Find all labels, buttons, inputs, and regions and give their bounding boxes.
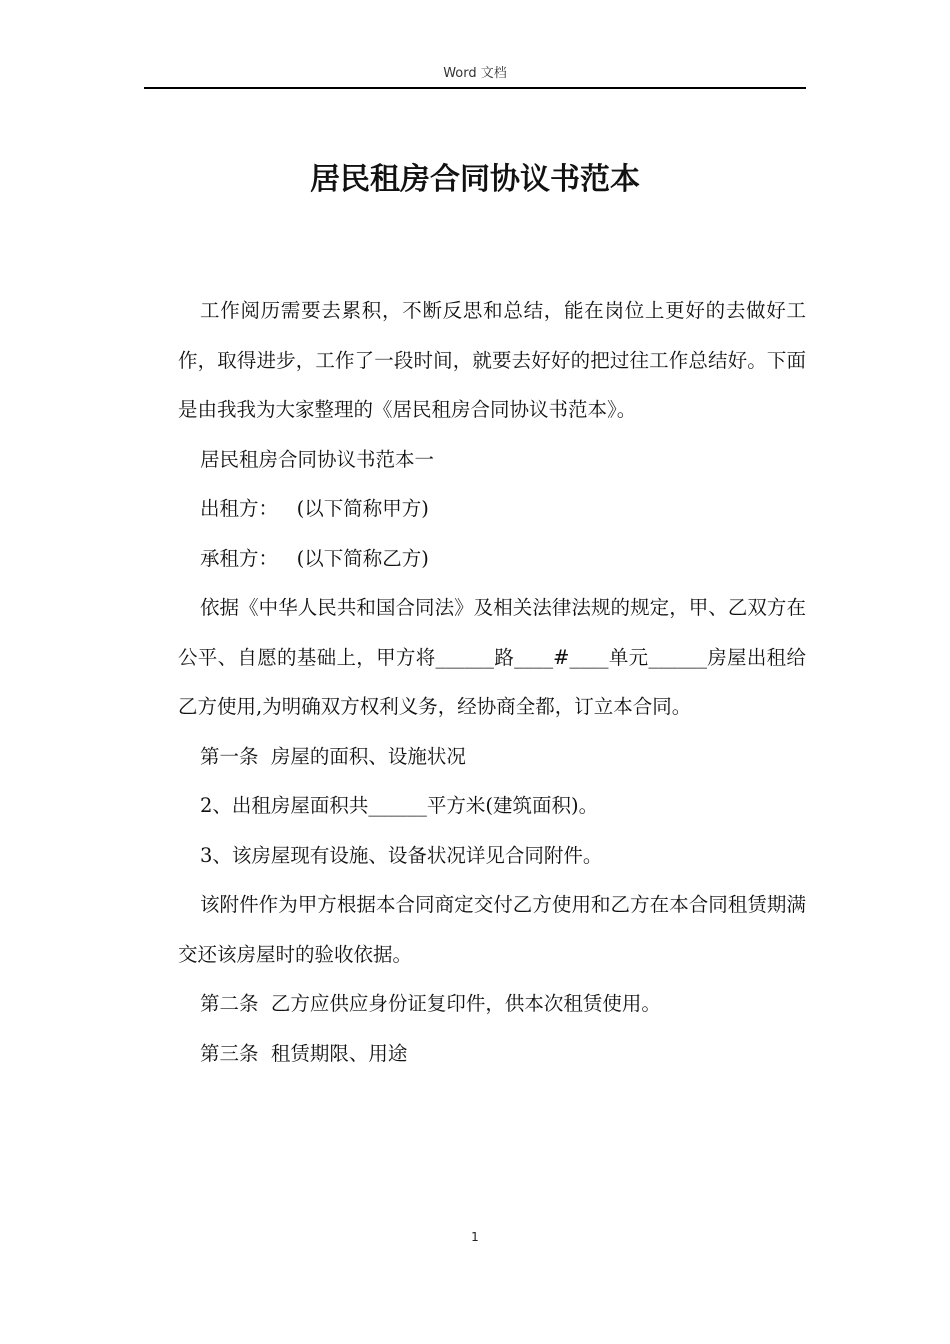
document-body — [178, 286, 806, 1078]
clause-facilities: 3、该房屋现有设施、设备状况详见合同附件。 — [200, 843, 603, 867]
attachment-paragraph: 该附件作为甲方根据本合同商定交付乙方使用和乙方在本合同租赁期满交还该房屋时的验收依据。 — [178, 893, 806, 966]
legal-basis-paragraph: 依据《中华人民共和国合同法》及相关法律法规的规定，甲、乙双方在公平、自愿的基础上，甲方将______路____#____单元______房屋出租给乙方使用,为明确双方权利义务，经协商全都，订立本合同。 — [178, 596, 806, 718]
header-divider — [144, 87, 806, 89]
clause-area: 2、出租房屋面积共______平方米(建筑面积)。 — [200, 794, 599, 817]
document-title: 居民租房合同协议书范本 — [310, 162, 640, 197]
article-two-heading: 第二条 乙方应供应身份证复印件，供本次租赁使用。 — [200, 992, 661, 1015]
lessor-line: 出租方： (以下简称甲方) — [200, 497, 429, 520]
page-number: 1 — [471, 1230, 479, 1244]
lessee-line: 承租方： (以下简称乙方) — [200, 546, 429, 570]
article-three-heading: 第三条 租赁期限、用途 — [200, 1041, 408, 1065]
section-heading: 居民租房合同协议书范本一 — [200, 447, 435, 471]
intro-paragraph: 工作阅历需要去累积，不断反思和总结，能在岗位上更好的去做好工作，取得进步，工作了一段时间，就要去好好的把过往工作总结好。下面是由我我为大家整理的《居民租房合同协议书范本》。 — [178, 299, 806, 421]
page-header-label: Word 文档 — [443, 66, 507, 81]
article-one-heading: 第一条 房屋的面积、设施状况 — [200, 744, 466, 768]
